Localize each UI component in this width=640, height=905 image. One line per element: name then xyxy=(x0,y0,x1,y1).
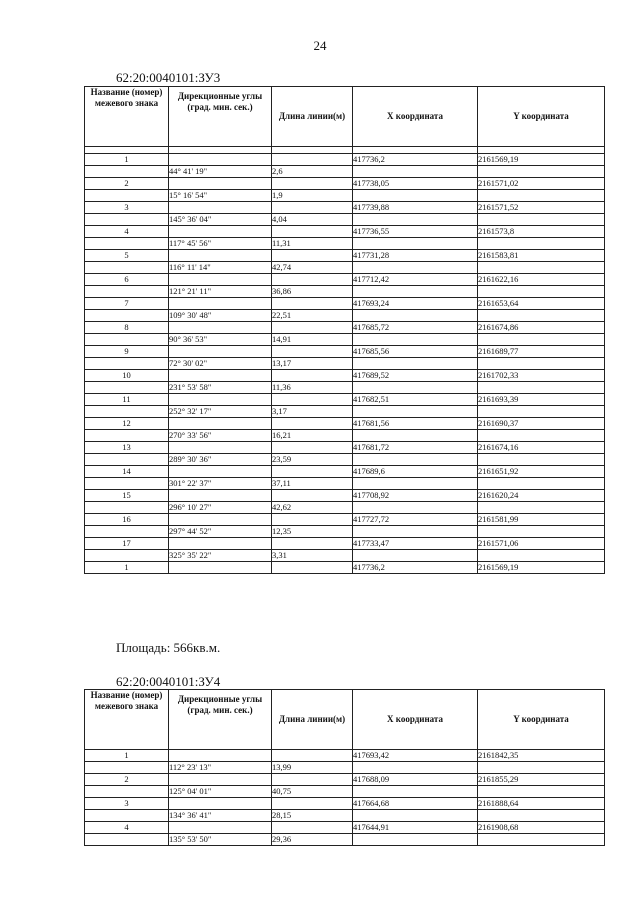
point-number: 7 xyxy=(85,298,169,310)
y-coordinate: 2161855,29 xyxy=(478,774,605,786)
point-row xyxy=(85,774,605,786)
empty-cell xyxy=(478,286,605,298)
x-coordinate: 417693,24 xyxy=(353,298,478,310)
segment-row xyxy=(85,406,605,418)
header-angles: Дирекционные углы (град. мин. сек.) xyxy=(169,690,272,750)
point-number: 16 xyxy=(85,514,169,526)
line-length: 37,11 xyxy=(272,478,353,490)
empty-cell xyxy=(272,298,353,310)
line-length: 3,31 xyxy=(272,550,353,562)
parcel-id-zu3: 62:20:0040101:ЗУ3 xyxy=(116,70,221,85)
line-length: 12,35 xyxy=(272,526,353,538)
empty-cell xyxy=(272,178,353,190)
x-coordinate: 417708,92 xyxy=(353,490,478,502)
empty-cell xyxy=(85,550,169,562)
empty-cell xyxy=(272,226,353,238)
line-length: 4,04 xyxy=(272,214,353,226)
empty-cell xyxy=(85,502,169,514)
empty-cell xyxy=(478,214,605,226)
empty-cell xyxy=(478,238,605,250)
empty-cell xyxy=(353,238,478,250)
point-number: 5 xyxy=(85,250,169,262)
empty-cell xyxy=(353,430,478,442)
empty-cell xyxy=(478,190,605,202)
empty-cell xyxy=(169,394,272,406)
x-coordinate: 417664,68 xyxy=(353,798,478,810)
empty-cell xyxy=(478,358,605,370)
empty-cell xyxy=(85,454,169,466)
empty-cell xyxy=(85,526,169,538)
point-row xyxy=(85,322,605,334)
x-coordinate: 417731,28 xyxy=(353,250,478,262)
y-coordinate: 2161571,02 xyxy=(478,178,605,190)
empty-cell xyxy=(353,286,478,298)
empty-cell xyxy=(353,334,478,346)
y-coordinate: 2161569,19 xyxy=(478,562,605,574)
empty-cell xyxy=(85,262,169,274)
coordinates-table-zu4 xyxy=(84,689,605,846)
empty-cell xyxy=(353,478,478,490)
empty-cell xyxy=(169,202,272,214)
header-angles: Дирекционные углы (град. мин. сек.) xyxy=(169,87,272,147)
segment-row xyxy=(85,810,605,822)
empty-cell xyxy=(85,286,169,298)
y-coordinate: 2161573,8 xyxy=(478,226,605,238)
empty-cell xyxy=(85,190,169,202)
x-coordinate: 417681,72 xyxy=(353,442,478,454)
empty-cell xyxy=(169,490,272,502)
point-row xyxy=(85,466,605,478)
empty-cell xyxy=(272,394,353,406)
spacer-cell xyxy=(478,147,605,154)
empty-cell xyxy=(353,406,478,418)
empty-cell xyxy=(353,502,478,514)
point-number: 10 xyxy=(85,370,169,382)
empty-cell xyxy=(85,478,169,490)
direction-angle: 289° 30' 36" xyxy=(169,454,272,466)
direction-angle: 135° 53' 50" xyxy=(169,834,272,846)
point-row xyxy=(85,562,605,574)
line-length: 13,17 xyxy=(272,358,353,370)
segment-row xyxy=(85,478,605,490)
empty-cell xyxy=(478,834,605,846)
empty-cell xyxy=(353,310,478,322)
segment-row xyxy=(85,454,605,466)
point-row xyxy=(85,346,605,358)
point-number: 4 xyxy=(85,226,169,238)
empty-cell xyxy=(85,430,169,442)
empty-cell xyxy=(85,310,169,322)
empty-cell xyxy=(272,250,353,262)
empty-cell xyxy=(353,550,478,562)
line-length: 11,31 xyxy=(272,238,353,250)
x-coordinate: 417733,47 xyxy=(353,538,478,550)
empty-cell xyxy=(85,334,169,346)
header-length: Длина линии(м) xyxy=(272,87,353,147)
point-number: 8 xyxy=(85,322,169,334)
x-coordinate: 417736,2 xyxy=(353,154,478,166)
point-row xyxy=(85,178,605,190)
point-row xyxy=(85,250,605,262)
empty-cell xyxy=(169,346,272,358)
point-row xyxy=(85,226,605,238)
empty-cell xyxy=(169,798,272,810)
point-number: 2 xyxy=(85,774,169,786)
direction-angle: 117° 45' 56" xyxy=(169,238,272,250)
segment-row xyxy=(85,334,605,346)
header-point-name: Название (номер) межевого знака xyxy=(85,87,169,147)
header-point-name: Название (номер) межевого знака xyxy=(85,690,169,750)
empty-cell xyxy=(478,786,605,798)
table-header-row xyxy=(85,690,605,750)
line-length: 42,62 xyxy=(272,502,353,514)
segment-row xyxy=(85,382,605,394)
x-coordinate: 417736,55 xyxy=(353,226,478,238)
line-length: 22,51 xyxy=(272,310,353,322)
point-row xyxy=(85,798,605,810)
empty-cell xyxy=(478,810,605,822)
y-coordinate: 2161842,35 xyxy=(478,750,605,762)
point-row xyxy=(85,442,605,454)
direction-angle: 121° 21' 11" xyxy=(169,286,272,298)
point-number: 1 xyxy=(85,750,169,762)
segment-row xyxy=(85,526,605,538)
direction-angle: 72° 30' 02" xyxy=(169,358,272,370)
empty-cell xyxy=(478,406,605,418)
y-coordinate: 2161581,99 xyxy=(478,514,605,526)
empty-cell xyxy=(272,442,353,454)
segment-row xyxy=(85,550,605,562)
empty-cell xyxy=(169,562,272,574)
y-coordinate: 2161569,19 xyxy=(478,154,605,166)
header-y: Y координата xyxy=(478,87,605,147)
y-coordinate: 2161689,77 xyxy=(478,346,605,358)
empty-cell xyxy=(353,786,478,798)
point-number: 15 xyxy=(85,490,169,502)
x-coordinate: 417736,2 xyxy=(353,562,478,574)
y-coordinate: 2161690,37 xyxy=(478,418,605,430)
empty-cell xyxy=(478,310,605,322)
point-number: 2 xyxy=(85,178,169,190)
x-coordinate: 417727,72 xyxy=(353,514,478,526)
point-number: 13 xyxy=(85,442,169,454)
x-coordinate: 417685,56 xyxy=(353,346,478,358)
segment-row xyxy=(85,286,605,298)
empty-cell xyxy=(85,238,169,250)
empty-cell xyxy=(272,514,353,526)
x-coordinate: 417693,42 xyxy=(353,750,478,762)
direction-angle: 145° 36' 04" xyxy=(169,214,272,226)
empty-cell xyxy=(478,166,605,178)
empty-cell xyxy=(272,346,353,358)
point-row xyxy=(85,514,605,526)
empty-cell xyxy=(478,762,605,774)
segment-row xyxy=(85,214,605,226)
segment-row xyxy=(85,834,605,846)
direction-angle: 297° 44' 52" xyxy=(169,526,272,538)
point-number: 11 xyxy=(85,394,169,406)
line-length: 29,36 xyxy=(272,834,353,846)
empty-cell xyxy=(169,178,272,190)
empty-cell xyxy=(85,382,169,394)
empty-cell xyxy=(353,810,478,822)
x-coordinate: 417644,91 xyxy=(353,822,478,834)
y-coordinate: 2161908,68 xyxy=(478,822,605,834)
line-length: 2,6 xyxy=(272,166,353,178)
spacer-cell xyxy=(353,147,478,154)
empty-cell xyxy=(353,382,478,394)
empty-cell xyxy=(353,762,478,774)
direction-angle: 296° 10' 27" xyxy=(169,502,272,514)
direction-angle: 109° 30' 48" xyxy=(169,310,272,322)
point-number: 9 xyxy=(85,346,169,358)
empty-cell xyxy=(85,810,169,822)
segment-row xyxy=(85,262,605,274)
y-coordinate: 2161622,16 xyxy=(478,274,605,286)
line-length: 42,74 xyxy=(272,262,353,274)
direction-angle: 15° 16' 54" xyxy=(169,190,272,202)
line-length: 14,91 xyxy=(272,334,353,346)
point-number: 3 xyxy=(85,202,169,214)
empty-cell xyxy=(272,774,353,786)
y-coordinate: 2161620,24 xyxy=(478,490,605,502)
page-number: 24 xyxy=(313,38,327,53)
line-length: 11,36 xyxy=(272,382,353,394)
empty-cell xyxy=(85,786,169,798)
empty-cell xyxy=(85,834,169,846)
empty-cell xyxy=(272,274,353,286)
x-coordinate: 417689,52 xyxy=(353,370,478,382)
direction-angle: 90° 36' 53" xyxy=(169,334,272,346)
y-coordinate: 2161693,39 xyxy=(478,394,605,406)
line-length: 36,86 xyxy=(272,286,353,298)
y-coordinate: 2161653,64 xyxy=(478,298,605,310)
empty-cell xyxy=(272,154,353,166)
direction-angle: 44° 41' 19" xyxy=(169,166,272,178)
empty-cell xyxy=(169,442,272,454)
empty-cell xyxy=(353,166,478,178)
point-row xyxy=(85,370,605,382)
y-coordinate: 2161571,06 xyxy=(478,538,605,550)
empty-cell xyxy=(272,562,353,574)
segment-row xyxy=(85,166,605,178)
segment-row xyxy=(85,238,605,250)
y-coordinate: 2161583,81 xyxy=(478,250,605,262)
line-length: 3,17 xyxy=(272,406,353,418)
empty-cell xyxy=(169,514,272,526)
direction-angle: 134° 36' 41" xyxy=(169,810,272,822)
empty-cell xyxy=(169,226,272,238)
empty-cell xyxy=(169,154,272,166)
empty-cell xyxy=(169,250,272,262)
empty-cell xyxy=(353,262,478,274)
empty-cell xyxy=(169,298,272,310)
header-x: X координата xyxy=(353,690,478,750)
point-number: 17 xyxy=(85,538,169,550)
y-coordinate: 2161702,33 xyxy=(478,370,605,382)
line-length: 23,59 xyxy=(272,454,353,466)
line-length: 13,99 xyxy=(272,762,353,774)
empty-cell xyxy=(272,370,353,382)
point-row xyxy=(85,274,605,286)
empty-cell xyxy=(272,466,353,478)
parcel-area-zu3: Площадь: 566кв.м. xyxy=(116,640,221,655)
empty-cell xyxy=(478,454,605,466)
line-length: 28,15 xyxy=(272,810,353,822)
empty-cell xyxy=(478,478,605,490)
point-row xyxy=(85,202,605,214)
empty-cell xyxy=(169,750,272,762)
empty-cell xyxy=(272,538,353,550)
empty-cell xyxy=(478,526,605,538)
coordinates-table-zu3 xyxy=(84,86,605,574)
point-number: 14 xyxy=(85,466,169,478)
empty-cell xyxy=(478,262,605,274)
point-row xyxy=(85,750,605,762)
empty-cell xyxy=(272,418,353,430)
x-coordinate: 417739,88 xyxy=(353,202,478,214)
point-row xyxy=(85,538,605,550)
point-number: 6 xyxy=(85,274,169,286)
point-row xyxy=(85,394,605,406)
empty-cell xyxy=(85,214,169,226)
direction-angle: 325° 35' 22" xyxy=(169,550,272,562)
empty-cell xyxy=(353,358,478,370)
empty-cell xyxy=(478,382,605,394)
direction-angle: 125° 04' 01" xyxy=(169,786,272,798)
segment-row xyxy=(85,358,605,370)
empty-cell xyxy=(169,822,272,834)
empty-cell xyxy=(85,358,169,370)
point-number: 3 xyxy=(85,798,169,810)
x-coordinate: 417681,56 xyxy=(353,418,478,430)
parcel-id-zu4: 62:20:0040101:ЗУ4 xyxy=(116,674,221,689)
direction-angle: 270° 33' 56" xyxy=(169,430,272,442)
segment-row xyxy=(85,502,605,514)
empty-cell xyxy=(272,202,353,214)
spacer-cell xyxy=(169,147,272,154)
empty-cell xyxy=(169,538,272,550)
empty-cell xyxy=(353,190,478,202)
table-header-row xyxy=(85,87,605,147)
x-coordinate: 417689,6 xyxy=(353,466,478,478)
direction-angle: 112° 23' 13" xyxy=(169,762,272,774)
empty-cell xyxy=(169,774,272,786)
line-length: 40,75 xyxy=(272,786,353,798)
empty-cell xyxy=(353,214,478,226)
line-length: 1,9 xyxy=(272,190,353,202)
empty-cell xyxy=(272,490,353,502)
empty-cell xyxy=(478,502,605,514)
empty-cell xyxy=(85,762,169,774)
empty-cell xyxy=(478,334,605,346)
y-coordinate: 2161674,86 xyxy=(478,322,605,334)
empty-cell xyxy=(169,466,272,478)
segment-row xyxy=(85,762,605,774)
empty-cell xyxy=(85,166,169,178)
empty-cell xyxy=(353,454,478,466)
line-length: 16,21 xyxy=(272,430,353,442)
y-coordinate: 2161571,52 xyxy=(478,202,605,214)
segment-row xyxy=(85,430,605,442)
empty-cell xyxy=(169,274,272,286)
point-row xyxy=(85,298,605,310)
empty-cell xyxy=(272,322,353,334)
header-x: X координата xyxy=(353,87,478,147)
direction-angle: 252° 32' 17" xyxy=(169,406,272,418)
point-row xyxy=(85,822,605,834)
point-row xyxy=(85,154,605,166)
table-spacer-row xyxy=(85,147,605,154)
empty-cell xyxy=(478,430,605,442)
point-row xyxy=(85,490,605,502)
empty-cell xyxy=(353,834,478,846)
x-coordinate: 417685,72 xyxy=(353,322,478,334)
empty-cell xyxy=(169,370,272,382)
y-coordinate: 2161888,64 xyxy=(478,798,605,810)
x-coordinate: 417712,42 xyxy=(353,274,478,286)
segment-row xyxy=(85,310,605,322)
empty-cell xyxy=(478,550,605,562)
point-number: 4 xyxy=(85,822,169,834)
point-row xyxy=(85,418,605,430)
direction-angle: 231° 53' 58" xyxy=(169,382,272,394)
empty-cell xyxy=(169,322,272,334)
empty-cell xyxy=(272,798,353,810)
point-number: 12 xyxy=(85,418,169,430)
x-coordinate: 417682,51 xyxy=(353,394,478,406)
x-coordinate: 417738,05 xyxy=(353,178,478,190)
header-y: Y координата xyxy=(478,690,605,750)
y-coordinate: 2161651,92 xyxy=(478,466,605,478)
x-coordinate: 417688,09 xyxy=(353,774,478,786)
spacer-cell xyxy=(85,147,169,154)
empty-cell xyxy=(272,750,353,762)
empty-cell xyxy=(169,418,272,430)
direction-angle: 301° 22' 37" xyxy=(169,478,272,490)
direction-angle: 116° 11' 14" xyxy=(169,262,272,274)
spacer-cell xyxy=(272,147,353,154)
empty-cell xyxy=(85,406,169,418)
header-length: Длина линии(м) xyxy=(272,690,353,750)
segment-row xyxy=(85,786,605,798)
empty-cell xyxy=(353,526,478,538)
y-coordinate: 2161674,16 xyxy=(478,442,605,454)
point-number: 1 xyxy=(85,562,169,574)
point-number: 1 xyxy=(85,154,169,166)
segment-row xyxy=(85,190,605,202)
empty-cell xyxy=(272,822,353,834)
